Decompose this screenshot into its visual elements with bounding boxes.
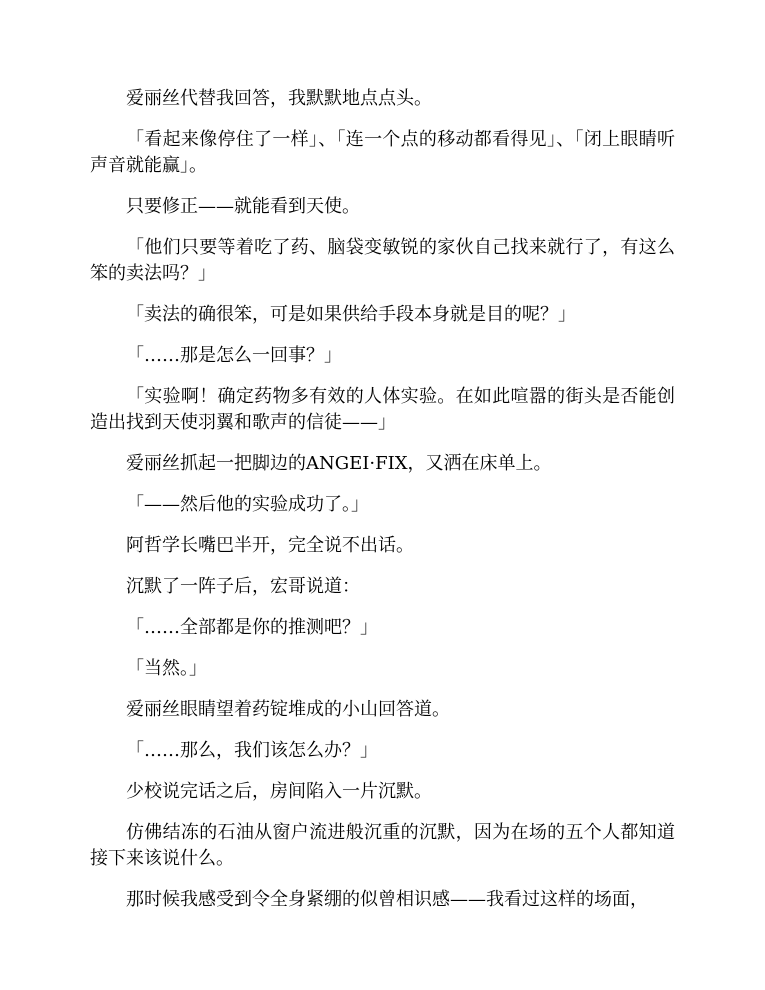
paragraph: 「看起来像停住了一样」、「连一个点的移动都看得见」、「闭上眼睛听声音就能赢」。 <box>90 129 675 176</box>
paragraph: 爱丽丝代替我回答，我默默地点点头。 <box>126 88 432 109</box>
paragraph: 「——然后他的实验成功了。」 <box>126 494 369 515</box>
paragraph: 少校说完话之后，房间陷入一片沉默。 <box>126 781 432 802</box>
paragraph: 沉默了一阵子后，宏哥说道： <box>126 576 360 597</box>
paragraph: 「实验啊！确定药物多有效的人体实验。在如此喧嚣的街头是否能创造出找到天使羽翼和歌声的信徒——」 <box>90 386 675 433</box>
paragraph: 爱丽丝抓起一把脚边的ANGEI·FIX，又洒在床单上。 <box>126 453 552 474</box>
paragraph: 阿哲学长嘴巴半开，完全说不出话。 <box>126 535 414 556</box>
paragraph: 仿佛结冻的石油从窗户流进般沉重的沉默，因为在场的五个人都知道接下来该说什么。 <box>90 822 675 869</box>
paragraph: 那时候我感受到令全身紧绷的似曾相识感——我看过这样的场面， <box>126 889 648 910</box>
paragraph: 「……那么，我们该怎么办？」 <box>126 740 378 761</box>
paragraph: 「卖法的确很笨，可是如果供给手段本身就是目的呢？」 <box>126 304 576 325</box>
paragraph: 「……那是怎么一回事？」 <box>126 345 342 366</box>
paragraph: 「当然。」 <box>126 658 207 679</box>
paragraph: 爱丽丝眼睛望着药锭堆成的小山回答道。 <box>126 699 450 720</box>
paragraph: 只要修正——就能看到天使。 <box>126 196 360 217</box>
paragraph: 「……全部都是你的推测吧？」 <box>126 617 378 638</box>
paragraph: 「他们只要等着吃了药、脑袋变敏锐的家伙自己找来就行了，有这么笨的卖法吗？」 <box>90 237 675 284</box>
